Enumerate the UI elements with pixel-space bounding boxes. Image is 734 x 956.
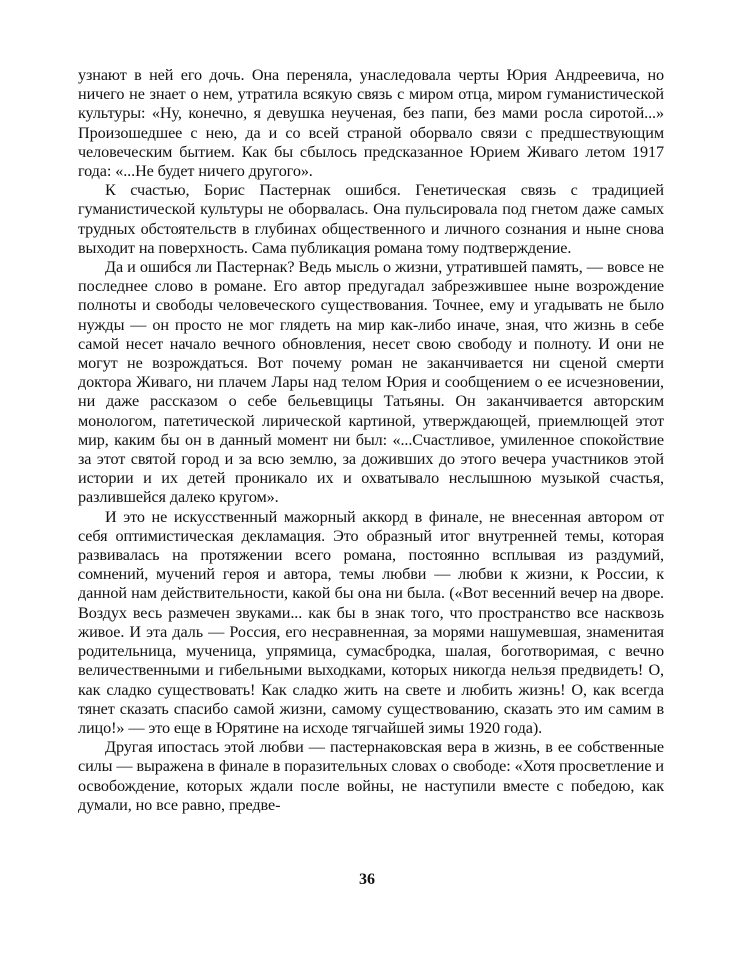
paragraph-2: К счастью, Борис Пастернак ошибся. Генетическая связь с традицией гуманистической культуры не оборвалась. Она пульсировала под гнетом даже самых трудных обстоятельств в глубинах общественного и личного сознания и ныне снова выходит на поверхность. Сама публикация романа тому подтверждение. xyxy=(78,181,664,257)
body-text xyxy=(78,66,664,815)
paragraph-5: Другая ипостась этой любви — пастернаковская вера в жизнь, в ее собственные силы — выражена в финале в поразительных словах о свободе: «Хотя просветление и освобождение, которых ждали после войны, не наступили вместе с победою, как думали, но все равно, предвe- xyxy=(78,738,664,814)
paragraph-1: узнают в ней его дочь. Она переняла, унаследовала черты Юрия Андреевича, но ничего не знает о нем, утратила всякую связь с миром отца, миром гуманистической культуры: «Ну, конечно, я девушка неученая, без папи, без мами росла сиротой...» Произошедшее с нею, да и со всей страной оборвало связи с предшествующим человеческим бытием. Как бы сбылось предсказанное Юрием Живаго летом 1917 года: «...Не будет ничего другого». xyxy=(78,66,664,181)
page-number: 36 xyxy=(359,871,375,888)
paragraph-4: И это не искусственный мажорный аккорд в финале, не внесенная автором от себя оптимистическая декламация. Это образный итог внутренней темы, которая развивалась на протяжении всего романа, постоянно всплывая из раздумий, сомнений, мучений героя и автора, темы любви — любви к жизни, к России, к данной нам действительности, какой бы она ни была. («Вот весенний вечер на дворе. Воздух весь размечен звуками... как бы в знак того, что пространство все насквозь живое. И эта даль — Россия, его несравненная, за морями нашумевшая, знаменитая родительница, мученица, упрямица, сумасбродка, шалая, боготворимая, с вечно величественными и гибельными выходками, которых никогда нельзя предвидеть! О, как сладко существовать! Как сладко жить на свете и любить жизнь! О, как всегда тянет сказать спасибо самой жизни, самому существованию, сказать это им самим в лицо!» — это еще в Юрятине на исходе тягчайшей зимы 1920 года). xyxy=(78,507,664,737)
paragraph-3: Да и ошибся ли Пастернак? Ведь мысль о жизни, утратившей память, — вовсе не последнее слово в романе. Его автор предугадал забрезжившее ныне возрождение полноты и свободы человеческого существования. Точнее, ему и угадывать не было нужды — он просто не мог глядеть на мир как-либо иначе, зная, что жизнь в себе самой несет начало вечного обновления, несет свою свободу и полноту. И они не могут не возрождаться. Вот почему роман не заканчивается ни сценой смерти доктора Живаго, ни плачем Лары над телом Юрия и сообщением о ее исчезновении, ни даже рассказом о себе бельевщицы Татьяны. Он заканчивается авторским монологом, патетической лирической картиной, утверждающей, приемлющей этот мир, каким бы он в данный момент ни был: «...Счастливое, умиленное спокойствие за этот святой город и за всю землю, за доживших до этого вечера участников этой истории и их детей проникало их и охватывало неслышною музыкой счастья, разлившейся далеко кругом». xyxy=(78,258,664,507)
